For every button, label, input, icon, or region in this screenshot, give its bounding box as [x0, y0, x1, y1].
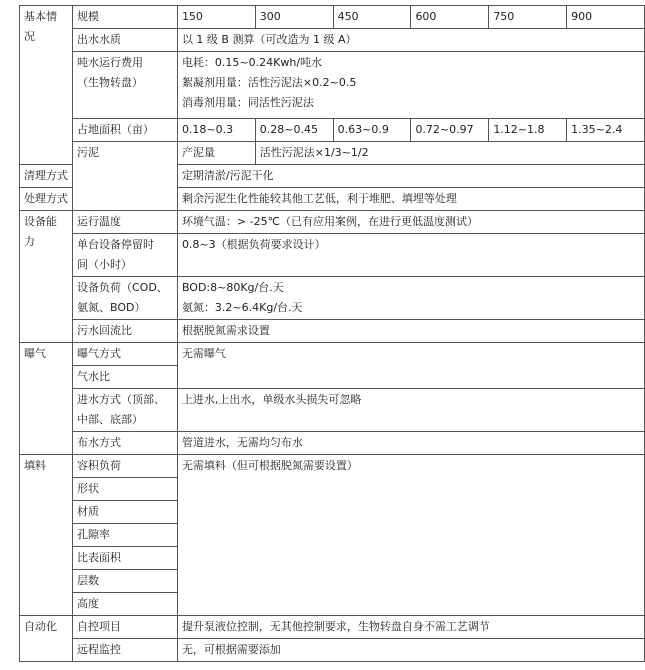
- item-cell: [20, 165, 73, 188]
- item-cell: [73, 547, 178, 570]
- table-row: [20, 6, 645, 29]
- item-cell: [73, 616, 178, 639]
- category-cell: [20, 343, 73, 455]
- table-row: [20, 639, 645, 662]
- cell-text: 间（小时）: [77, 258, 132, 271]
- item-cell: [73, 343, 178, 366]
- cell-text: 比表面积: [77, 551, 121, 564]
- cell-text: 孔隙率: [77, 528, 110, 541]
- value-cell: 1.12~1.8: [489, 119, 567, 142]
- item-cell: [73, 29, 178, 52]
- cell-text: 定期清淤/污泥干化: [181, 169, 274, 182]
- cell-text: 提升泵液位控制，无其他控制要求，生物转盘自身不需工艺调节: [181, 620, 490, 633]
- item-cell: [73, 455, 178, 478]
- item-cell: [73, 389, 178, 432]
- description-cell: [177, 616, 644, 639]
- item-cell: [73, 570, 178, 593]
- cell-text: 单台设备停留时: [77, 238, 154, 251]
- item-cell: [73, 524, 178, 547]
- value-cell: 600: [411, 6, 489, 29]
- table-row: [20, 277, 645, 320]
- cell-text: 吨水运行费用: [77, 56, 143, 69]
- category-cell: [20, 211, 73, 343]
- cell-text: 自控项目: [77, 620, 121, 633]
- cell-text: 填料: [24, 459, 46, 472]
- description-cell: [177, 389, 644, 432]
- cell-text: 产泥量: [181, 146, 215, 159]
- cell-text: 形状: [77, 482, 99, 495]
- description-cell: [255, 142, 644, 165]
- cell-text: 根据脱氮需求设置: [181, 324, 270, 337]
- item-cell: [73, 593, 178, 616]
- table-row: [20, 234, 645, 277]
- category-cell: [20, 455, 73, 616]
- description-cell: [177, 343, 644, 389]
- cell-text: BOD:8~80Kg/台.天: [181, 281, 284, 294]
- cell-text: 曝气: [24, 347, 46, 360]
- cell-text: 电耗：0.15~0.24Kwh/吨水: [181, 56, 323, 69]
- description-cell: [177, 320, 644, 343]
- cell-text: 进水方式（顶部、: [77, 393, 165, 406]
- cell-text: 高度: [77, 597, 99, 610]
- item-cell: [73, 6, 178, 29]
- category-cell: [20, 616, 73, 662]
- value-cell: 0.63~0.9: [333, 119, 411, 142]
- cell-text: 氨氮：3.2~6.4Kg/台.天: [181, 301, 303, 314]
- description-cell: [177, 234, 644, 277]
- item-cell: [73, 119, 178, 142]
- cell-text: 出水水质: [77, 33, 121, 46]
- item-cell: [73, 211, 178, 234]
- table-row: [20, 455, 645, 478]
- value-cell: 300: [255, 6, 333, 29]
- cell-text: 中部、底部）: [77, 413, 143, 426]
- table-row: [20, 119, 645, 142]
- cell-text: 况: [24, 30, 35, 43]
- cell-text: 远程监控: [77, 643, 121, 656]
- cell-text: 曝气方式: [77, 347, 121, 360]
- description-cell: [177, 52, 644, 119]
- cell-text: 剩余污泥生化性能较其他工艺低，利于堆肥、填埋等处理: [181, 192, 457, 205]
- cell-text: 上进水,上出水，单级水头损失可忽略: [181, 393, 362, 406]
- table-row: [20, 343, 645, 366]
- cell-text: 布水方式: [77, 436, 121, 449]
- value-cell: 750: [489, 6, 567, 29]
- cell-text: 材质: [77, 505, 99, 518]
- category-cell: [73, 142, 178, 211]
- cell-text: 无需曝气: [181, 347, 226, 360]
- cell-text: 清理方式: [24, 169, 68, 182]
- value-cell: 0.28~0.45: [255, 119, 333, 142]
- cell-text: 无，可根据需要添加: [181, 643, 281, 656]
- cell-text: 设备负荷（COD、: [77, 281, 168, 294]
- spec-table: [19, 5, 645, 662]
- cell-text: 消毒剂用量：同活性污泥法: [181, 96, 314, 109]
- cell-text: 运行温度: [77, 215, 121, 228]
- item-cell: [73, 501, 178, 524]
- cell-text: 占地面积（亩）: [77, 123, 154, 136]
- table-row: [20, 389, 645, 432]
- value-cell: 450: [333, 6, 411, 29]
- category-cell: [20, 6, 73, 165]
- value-cell: 150: [177, 6, 255, 29]
- item-cell: [73, 234, 178, 277]
- description-cell: [177, 29, 644, 52]
- cell-text: 设备能: [24, 215, 57, 228]
- cell-text: 处理方式: [24, 192, 68, 205]
- cell-text: 以 1 级 B 测算（可改造为 1 级 A）: [181, 33, 357, 46]
- cell-text: 氨氮、BOD）: [77, 301, 146, 314]
- item-cell: [73, 277, 178, 320]
- cell-text: 基本情: [24, 10, 57, 23]
- item-cell: [73, 639, 178, 662]
- item-cell: [73, 52, 178, 119]
- value-cell: 900: [567, 6, 645, 29]
- description-cell: [177, 211, 644, 234]
- item-cell: [73, 432, 178, 455]
- description-cell: [177, 432, 644, 455]
- description-cell: [177, 165, 644, 188]
- cell-text: 0.8~3（根据负荷要求设计）: [181, 238, 326, 251]
- description-cell: [177, 455, 644, 616]
- cell-text: 絮凝剂用量：活性污泥法×0.2~0.5: [181, 76, 357, 89]
- cell-text: 污水回流比: [77, 324, 132, 337]
- table-row: [20, 211, 645, 234]
- description-cell: [177, 188, 644, 211]
- cell-text: 规模: [77, 10, 99, 23]
- value-cell: 0.18~0.3: [177, 119, 255, 142]
- table-row: [20, 52, 645, 119]
- cell-text: 容积负荷: [77, 459, 121, 472]
- table-row: [20, 320, 645, 343]
- cell-text: 污泥: [77, 146, 99, 159]
- item-cell: [177, 142, 255, 165]
- item-cell: [73, 320, 178, 343]
- item-cell: [73, 478, 178, 501]
- cell-text: 无需填料（但可根据脱氮需要设置）: [181, 459, 358, 472]
- item-cell: [73, 366, 178, 389]
- cell-text: 管道进水，无需均匀布水: [181, 436, 303, 449]
- description-cell: [177, 639, 644, 662]
- cell-text: 气水比: [77, 370, 110, 383]
- table-row: [20, 432, 645, 455]
- cell-text: 力: [24, 235, 35, 248]
- table-row: [20, 616, 645, 639]
- cell-text: （生物转盘）: [77, 76, 143, 89]
- table-row: [20, 29, 645, 52]
- value-cell: 0.72~0.97: [411, 119, 489, 142]
- item-cell: [20, 188, 73, 211]
- value-cell: 1.35~2.4: [567, 119, 645, 142]
- description-cell: [177, 277, 644, 320]
- cell-text: 层数: [77, 574, 99, 587]
- cell-text: 活性污泥法×1/3~1/2: [259, 146, 369, 159]
- table-row: [20, 142, 645, 165]
- cell-text: 自动化: [24, 620, 57, 633]
- cell-text: 环境气温：> -25℃（已有应用案例，在进行更低温度测试）: [181, 215, 478, 228]
